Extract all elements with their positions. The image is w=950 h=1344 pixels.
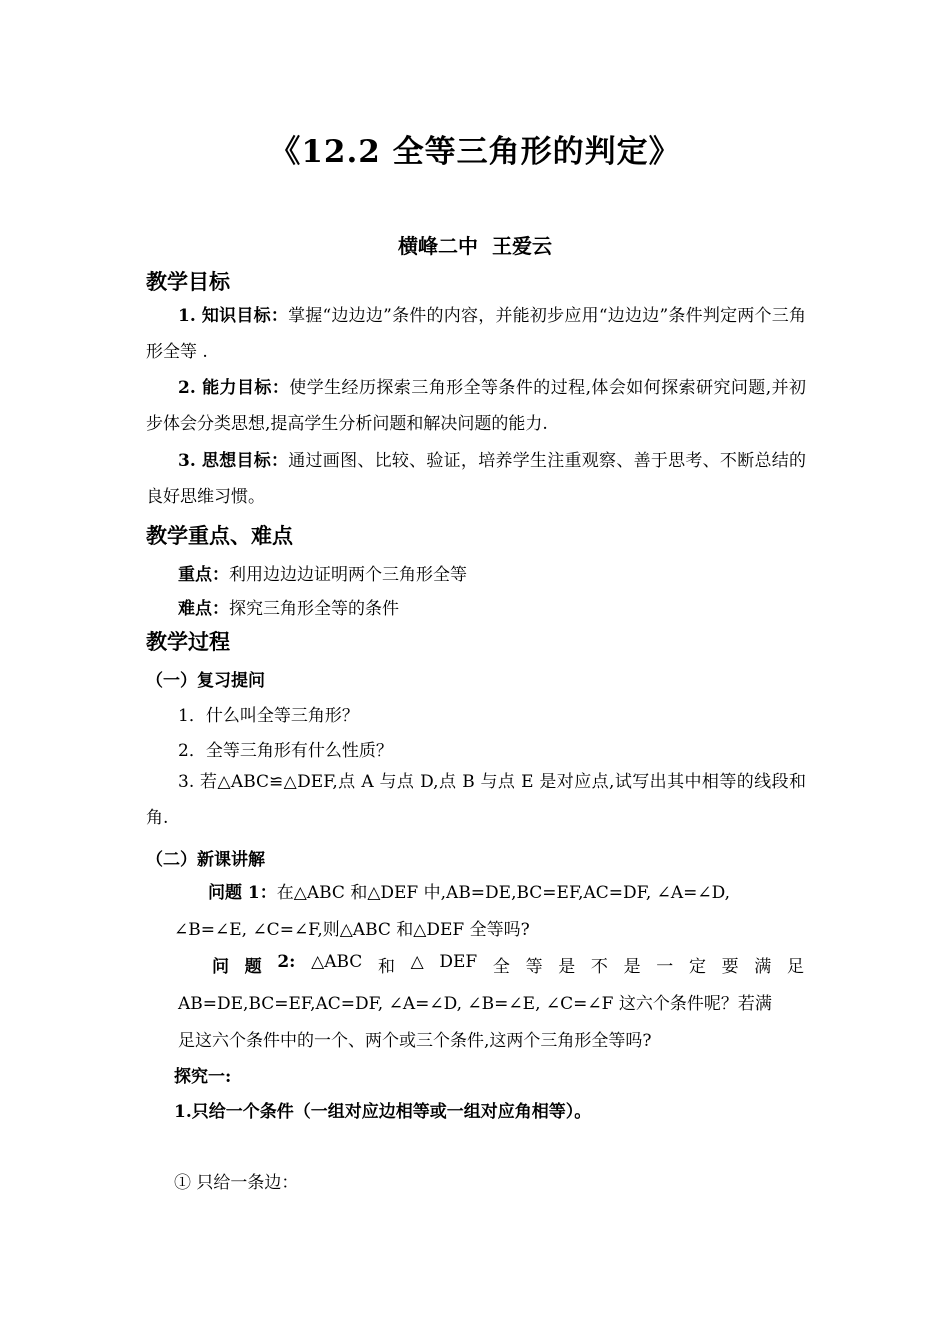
problem-2-word: 2: (277, 952, 296, 972)
problem-2-word: 要 (721, 957, 739, 977)
problem-2-word: △ABC (311, 952, 363, 972)
objective-knowledge-label: 1. 知识目标： (178, 306, 289, 326)
difficulty-line (178, 594, 399, 619)
objective-thinking-text: 通过画图、比较、验证，培养学生注重观察、善于思考、不断总结的良好思维习惯。 (146, 451, 806, 507)
document-title: 《12.2 全等三角形的判定》 (269, 134, 681, 170)
key-points-heading: 教学重点、难点 (146, 523, 293, 548)
problem-2-line-1 (212, 952, 804, 977)
problem-2-word: 足 (786, 957, 804, 977)
problem-2-word: 一 (656, 957, 674, 977)
problem-1-line-1 (208, 878, 730, 903)
problem-2-word: 题 (244, 957, 262, 977)
process-heading: 教学过程 (146, 629, 230, 654)
review-question-2: 2．全等三角形有什么性质？ (178, 741, 393, 761)
objective-thinking (146, 443, 806, 515)
focus-text: 利用边边边证明两个三角形全等 (229, 565, 467, 585)
problem-1-text: 在△ABC 和△DEF 中,AB=DE,BC=EF,AC=DF, ∠A=∠D, (276, 883, 731, 903)
objective-thinking-label: 3. 思想目标： (178, 451, 289, 471)
problem-2-word: 不 (590, 957, 608, 977)
objective-ability-text: 使学生经历探索三角形全等条件的过程,体会如何探索研究问题,并初步体会分类思想,提高学生分析问题和解决问题的能力. (146, 378, 807, 434)
objective-knowledge-text: 掌握“边边边”条件的内容，并能初步应用“边边边”条件判定两个三角形全等 . (146, 306, 806, 362)
problem-2-word: 定 (688, 957, 706, 977)
objective-ability-label: 2. 能力目标： (178, 378, 290, 398)
review-heading: （一）复习提问 (146, 671, 265, 691)
problem-2-word: △ (410, 952, 424, 972)
difficulty-label: 难点： (178, 599, 229, 619)
problem-2-line-2: AB=DE,BC=EF,AC=DF, ∠A=∠D, ∠B=∠E, ∠C=∠F 这六个条件呢？若满 (178, 994, 772, 1014)
explore-item-1: 1.只给一个条件（一组对应边相等或一组对应角相等）。 (174, 1102, 592, 1122)
problem-2-word: 等 (525, 957, 543, 977)
explore-heading: 探究一: (174, 1067, 232, 1087)
author-line: 横峰二中 王爱云 (398, 234, 552, 258)
new-lesson-heading: （二）新课讲解 (146, 850, 265, 870)
problem-2-word: 全 (492, 957, 510, 977)
focus-label: 重点： (178, 565, 229, 585)
focus-line (178, 560, 467, 585)
problem-2-word: DEF (439, 952, 478, 972)
problem-2-line-3: 足这六个条件中的一个、两个或三个条件,这两个三角形全等吗? (178, 1031, 652, 1051)
review-question-3: 3. 若△ABC≌△DEF,点 A 与点 D,点 B 与点 E 是对应点,试写出其中相等的线段和角. (146, 772, 806, 828)
problem-2-word: 满 (754, 957, 772, 977)
problem-2-word: 是 (558, 957, 576, 977)
objective-ability (146, 370, 806, 442)
problem-2-word: 是 (623, 957, 641, 977)
objectives-heading: 教学目标 (146, 269, 230, 294)
explore-sub-item-1: ① 只给一条边： (174, 1173, 299, 1193)
problem-2-word: 和 (377, 957, 395, 977)
problem-1-line-2: ∠B=∠E, ∠C=∠F,则△ABC 和△DEF 全等吗? (174, 920, 530, 940)
review-question-1: 1．什么叫全等三角形？ (178, 706, 359, 726)
problem-1-label: 问题 1： (208, 883, 277, 903)
problem-2-word: 问 (212, 957, 229, 977)
objective-knowledge (146, 298, 806, 370)
difficulty-text: 探究三角形全等的条件 (229, 599, 399, 619)
